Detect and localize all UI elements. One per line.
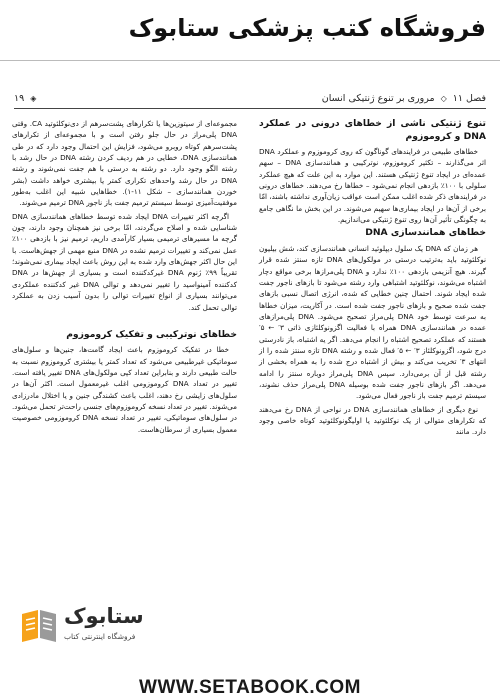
paragraph: خطاهای طبیعی در فرایندهای گوناگون که روی کروموزوم و عملکرد DNA اثر می‌گذارند – تکثیر کروموزوم، نوترکیبی و همانندسازی DNA – سهم عمده‌ای در ایجاد تنوع ژنتیکی هستند. این موارد به این علت که هیچ عملکرد سلولی با ۱۰۰٪ بازدهی انجام نمی‌شود – خطاها رخ می‌دهند. خطاهای درونی در فرایندهای ذکر شده اغلب ممکن است عواقب زیان‌آوری نداشته باشند، امّا برخی از آن‌ها در ایجاد بیماری‌ها سهیم می‌شوند. در این بخش ما نگاهی جامع به چگونگی تأثیر آن‌ها روی تنوع ژنتیکی می‌اندازیم. — [259, 147, 486, 225]
setabook-logo — [18, 604, 153, 648]
section-heading: تنوع ژنتیکی ناشی از خطاهای درونی در عملکرد DNA و کروموزوم — [259, 118, 486, 142]
running-header — [14, 92, 486, 109]
left-column — [12, 118, 237, 437]
spacer — [12, 315, 237, 329]
chapter-label: فصل ۱۱ — [452, 93, 486, 104]
store-banner — [0, 0, 500, 61]
page-number: ۱۹ — [14, 93, 25, 104]
diamond-icon: ◈ — [30, 94, 37, 103]
brand-name: ستابوک — [64, 604, 144, 628]
section-title: مروری بر تنوع ژنتیکی انسان — [321, 93, 435, 104]
paragraph: اگرچه اکثر تغییرات DNA ایجاد شده توسط خطاهای همانندسازی DNA شناسایی شده و اصلاح می‌گردند، امّا برخی نیز همچنان وجود دارند، چون گرچه ما مسیرهای ترمیمی بسیار کارآمدی داریم، ترمیم نیز با بازدهی ۱۰۰٪ عمل نمی‌کند و تغییرات ترمیم نشده در DNA منبع مهمی از جهش‌هاست. با این حال اکثر جهش‌های وارد شده به این روش باعث ایجاد بیماری نمی‌شوند؛ تقریباً ۹۹٪ ژنوم DNA غیرکدکننده است و بسیاری از جهش‌ها در DNA کدکننده آمینواسید را تغییر نمی‌دهد و توالی DNA غیر کدکننده عملکردی می‌توانند بسیاری از انواع تغییرات توالی را بدون آسیب زدن به عملکرد توالی تحمل کند. — [12, 211, 238, 312]
right-column — [259, 118, 486, 440]
brand-tagline: فروشگاه اینترنتی کتاب — [64, 632, 136, 641]
section-heading: خطاهای نوترکیبی و تفکیک کروموزوم — [66, 328, 237, 340]
website-url[interactable]: WWW.SETABOOK.COM — [139, 677, 361, 698]
paragraph: خطا در تفکیک کروموزوم باعث ایجاد گامت‌ها، جنین‌ها و سلول‌های سوماتیکی غیرطبیعی می‌شود که تعداد کمتر یا بیشتری کروموزوم نسبت به حالت طبیعی دارند و بنابراین تعداد کپی مولکول‌های DNA تغییر یافته است. تغییر در تعداد DNA کروموزومی اغلب غیرمعمول است. اکثر آن‌ها در سلول‌های زایشی رخ دهند، اغلب باعث کشندگی جنین و یا اختلال مادرزادی می‌شوند. تغییر در تعداد نسخه کروموزوم‌های جنسی راحت‌تر تحمل می‌شود. در سلول‌های سوماتیکی، تغییر در تعداد نسخه DNA کروموزومی خصوصیت معمول بسیاری از سرطان‌هاست. — [12, 345, 238, 434]
section-heading: خطاهای همانندسازی DNA — [365, 227, 486, 239]
header-page — [14, 93, 39, 104]
header-chapter — [322, 93, 486, 104]
paragraph: هر زمان که DNA یک سلول دیپلوئید انسانی همانندسازی کند، شش بیلیون نوکلئوتید باید به‌ترتیب درستی در مولکول‌های DNA تازه سنتز شده قرار گیرند. هیچ آنزیمی بازدهی ۱۰۰٪ ندارد و DNA پلی‌مرازها برخی مواقع دچار اشتباه می‌شوند، نوکلئوتید اشتباهی وارد رشته می‌شود تا بازهای ناجور جفت شده ایجاد شوند. احتمال چنین خطایی که شده، انرژی اتصال نسبی بازهای جفت شده صحیح و بازهای ناجور جفت شده است. در آکاریت، میزان خطاها به سرعت توسط خود DNA پلی‌مراز تصحیح می‌شود. DNA پلی‌مرازهای عمده در همانندسازی DNA همراه با فعالیت اگزونوکلئازی ذاتی ۳′ ← ۵′ هستند که عملکرد تصحیح اشتباه را انجام می‌دهد. اگر یه اشتباه، باز نادرستی درج شود، اگزونوکلئاز ۳′ ← ۵′ فعال شده و رشته DNA تازه سنتز شده را از انتهای ۳′ تخریب می‌کند و بیش از اشتباه درج شده را به همراه بخشی از رشته قبل از آن برمی‌دارد. سپس DNA پلی‌مراز دوباره سنتز را ادامه می‌دهد. اگر بازهای ناجور جفت شده بوسیله DNA پلی‌مراز حذف نشوند، سیستم ترمیم جفت باز ناجور فعال می‌شود. — [259, 243, 487, 401]
store-title: فروشگاه کتب پزشکی ستابوک — [128, 14, 486, 42]
diamond-icon: ◇ — [440, 94, 447, 103]
book-logo-icon — [18, 604, 60, 646]
paragraph: نوع دیگری از خطاهای همانندسازی DNA در نواحی از DNA رخ می‌دهند که تکرارهای متوالی از یک نوکلئوتید یا اولیگونوکلئوتید کوتاه خاصی وجود دارد. مانند — [259, 404, 486, 437]
paragraph: مجموعه‌ای از سیتوزین‌ها یا تکرارهای پشت‌سرهم از دی‌نوکلئوتید CA. وقتی DNA پلی‌مراز در حال جلو رفتن است و با مجموعه‌ای از تکرارهای پشت‌سرهم کوتاه روبرو می‌شود، فزایش این احتمال وجود دارد که در طی همانندسازی DNA، خطایی در هم ردیف کردن رشته DNA در حال رشد با رشته الگو وجود دارد. دو رشته به درستی با هم جفت نمی‌شوند و رشته DNA در حال رشد واحدهای تکراری کمتر یا بیشتری خواهد داشت (بشر خوردن همانندسازی – شکل ۱۱-۱). خطاهایی شبیه این اغلب به‌طور موفقیت‌آمیزی توسط سیستم ترمیم جفت باز ناجور DNA ترمیم می‌شوند. — [12, 119, 238, 208]
